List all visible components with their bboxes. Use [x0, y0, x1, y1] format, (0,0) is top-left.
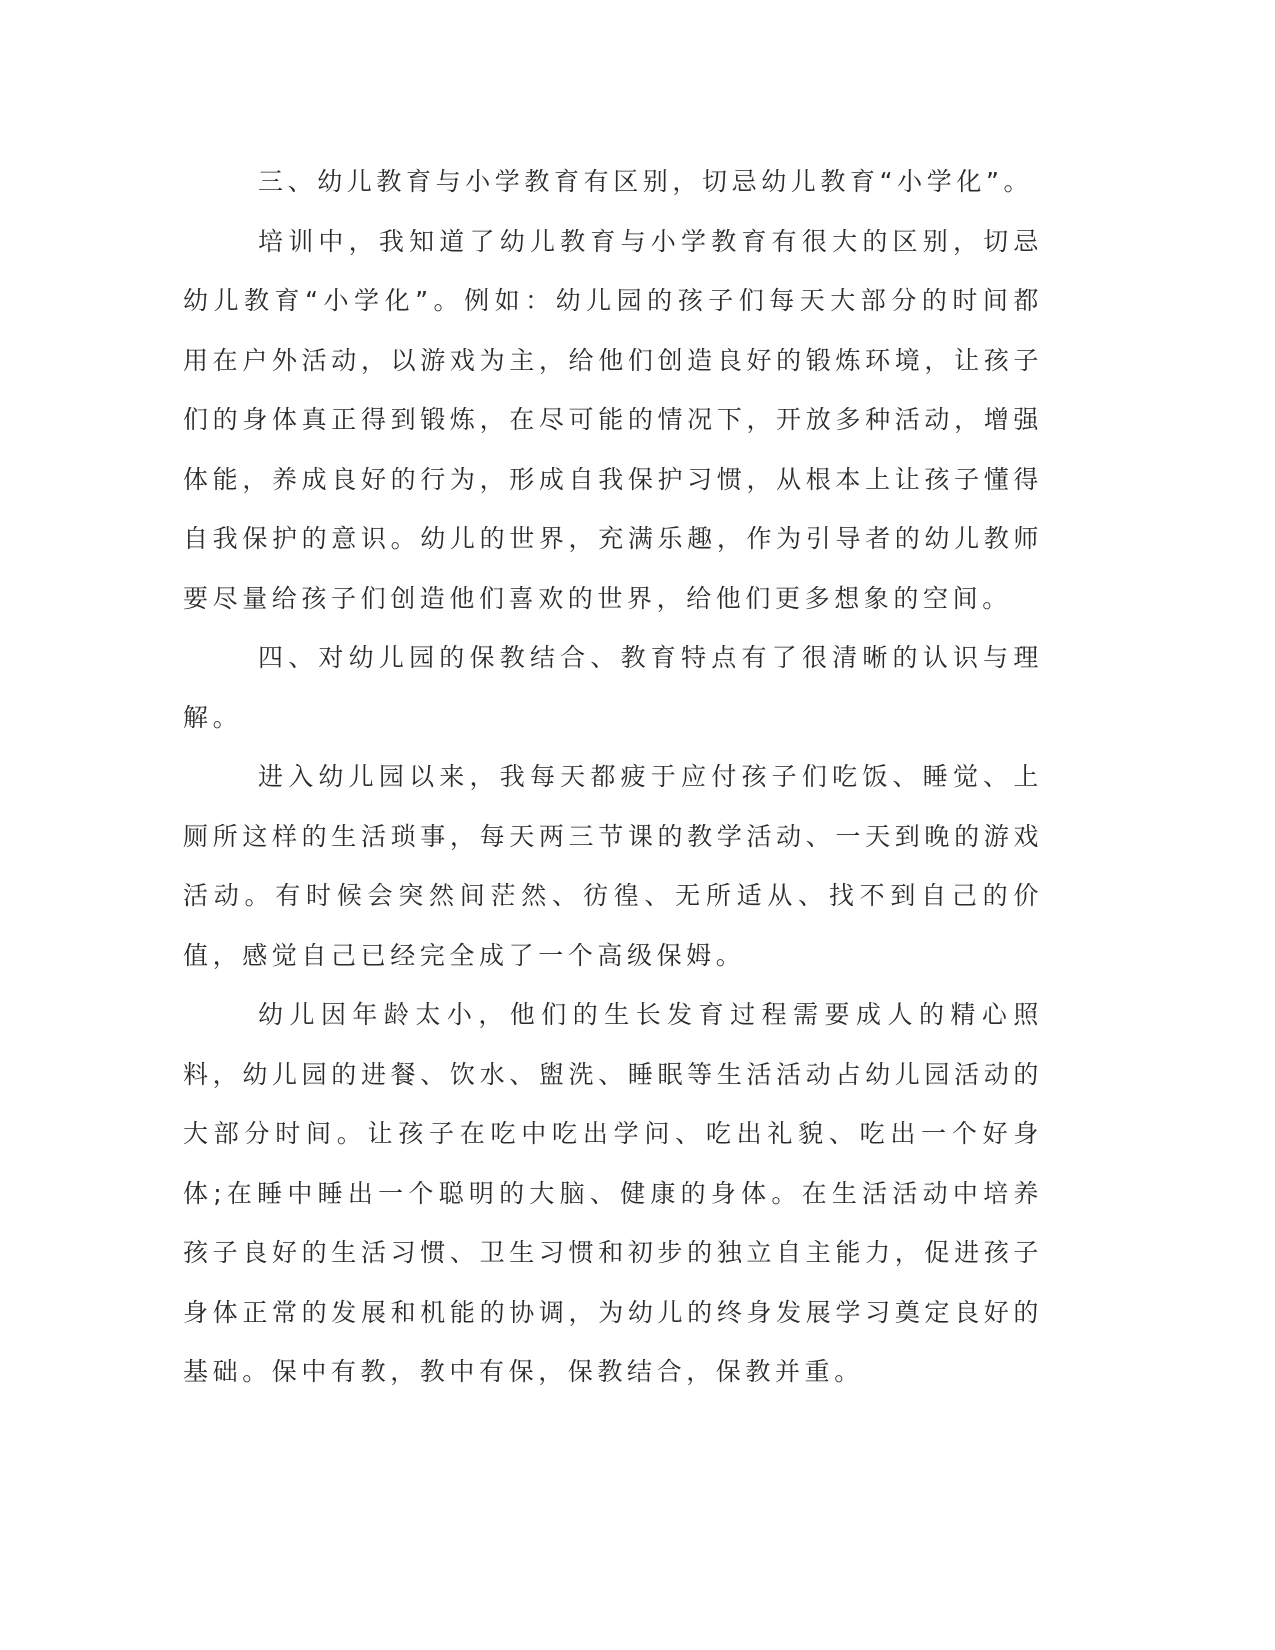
document-body: [183, 152, 1043, 1402]
section-heading-3: 三、幼儿教育与小学教育有区别，切忌幼儿教育“小学化”。: [258, 167, 1034, 196]
body-paragraph: 培训中，我知道了幼儿教育与小学教育有很大的区别，切忌幼儿教育“小学化”。例如：幼儿园的孩子们每天大部分的时间都用在户外活动，以游戏为主，给他们创造良好的锻炼环境，让孩子们的身体真正得到锻炼，在尽可能的情况下，开放多种活动，增强体能，养成良好的行为，形成自我保护习惯，从根本上让孩子懂得自我保护的意识。幼儿的世界，充满乐趣，作为引导者的幼儿教师要尽量给孩子们创造他们喜欢的世界，给他们更多想象的空间。: [183, 226, 1043, 613]
body-paragraph: 进入幼儿园以来，我每天都疲于应付孩子们吃饭、睡觉、上厕所这样的生活琐事，每天两三节课的教学活动、一天到晚的游戏活动。有时候会突然间茫然、彷徨、无所适从、找不到自己的价值，感觉自己已经完全成了一个高级保姆。: [183, 762, 1043, 970]
section-heading-4: 四、对幼儿园的保教结合、教育特点有了很清晰的认识与理解。: [183, 643, 1043, 732]
body-paragraph: 幼儿因年龄太小，他们的生长发育过程需要成人的精心照料，幼儿园的进餐、饮水、盥洗、睡眠等生活活动占幼儿园活动的大部分时间。让孩子在吃中吃出学问、吃出礼貌、吃出一个好身体;在睡中睡出一个聪明的大脑、健康的身体。在生活活动中培养孩子良好的生活习惯、卫生习惯和初步的独立自主能力，促进孩子身体正常的发展和机能的协调，为幼儿的终身发展学习奠定良好的基础。保中有教，教中有保，保教结合，保教并重。: [183, 1000, 1043, 1386]
